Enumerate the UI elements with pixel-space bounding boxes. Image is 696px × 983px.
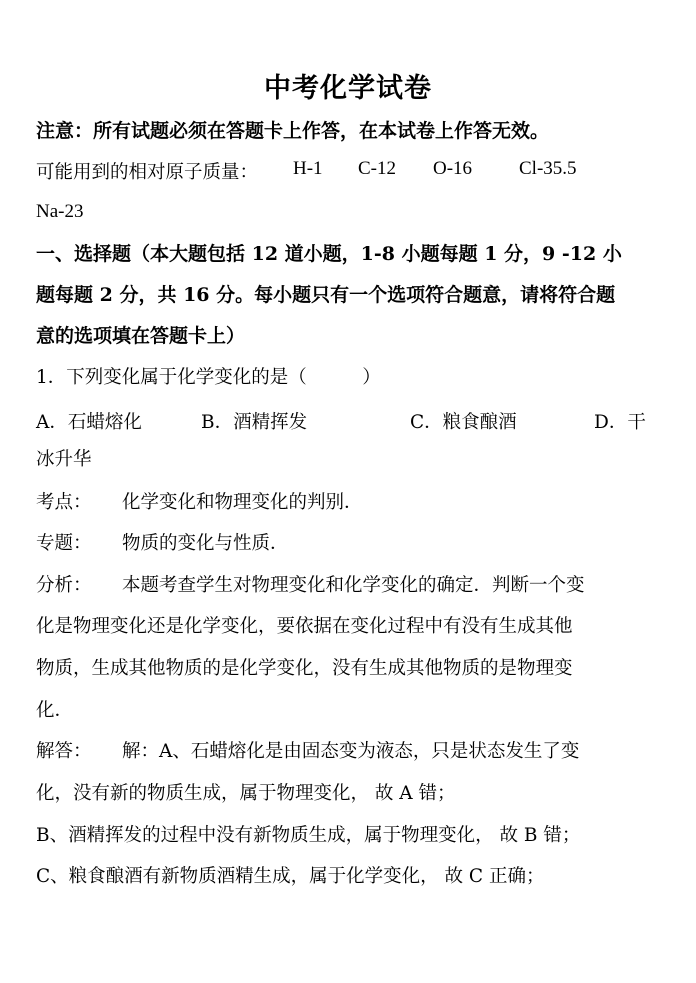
question-1-stem: 1．下列变化属于化学变化的是（ ） — [36, 367, 381, 388]
relative-masses-label: 可能用到的相对原子质量： — [36, 162, 259, 183]
kaodian-label: 考点： — [36, 492, 92, 513]
exam-title: 中考化学试卷 — [264, 73, 432, 104]
jieda-label: 解答： — [36, 741, 92, 762]
zhuanti-row — [36, 533, 289, 555]
jieda-text-3: B、酒精挥发的过程中没有新物质生成，属于物理变化， 故 B 错； — [36, 825, 581, 846]
fenxi-label: 分析： — [36, 575, 92, 596]
kaodian-text: 化学变化和物理变化的判别． — [122, 492, 363, 513]
kaodian-row — [36, 492, 363, 514]
option-c: C．粮食酿酒 — [410, 412, 517, 433]
mass-item-o: O-16 — [433, 158, 473, 179]
mass-item-h: H-1 — [293, 158, 323, 179]
mass-item-cl: Cl-35.5 — [519, 158, 577, 179]
jieda-text-1: 解：A、石蜡熔化是由固态变为液态，只是状态发生了变 — [122, 741, 580, 762]
section-heading-line-2: 题每题 2 分，共 16 分。每小题只有一个选项符合题意，请将符合题 — [36, 284, 616, 306]
relative-masses-line — [36, 158, 577, 184]
jieda-text-4: C、粮食酿酒有新物质酒精生成，属于化学变化， 故 C 正确； — [36, 866, 545, 887]
section-heading-line-1: 一、选择题（本大题包括 12 道小题，1-8 小题每题 1 分，9 -12 小 — [36, 243, 622, 265]
fenxi-text-3: 物质，生成其他物质的是化学变化，没有生成其他物质的是物理变 — [36, 658, 573, 679]
notice-text: 注意：所有试题必须在答题卡上作答，在本试卷上作答无效。 — [36, 120, 550, 142]
option-a: A．石蜡熔化 — [36, 412, 142, 433]
option-d-continuation: 冰升华 — [36, 449, 92, 470]
mass-item-na: Na-23 — [36, 201, 84, 222]
mass-item-c: C-12 — [358, 158, 396, 179]
fenxi-row-1 — [36, 575, 585, 597]
jieda-row-1 — [36, 741, 579, 763]
section-heading-line-3: 意的选项填在答题卡上） — [36, 325, 246, 347]
fenxi-text-2: 化是物理变化还是化学变化，要依据在变化过程中有没有生成其他 — [36, 616, 573, 637]
zhuanti-text: 物质的变化与性质． — [122, 533, 289, 554]
option-d: D．干 — [594, 412, 646, 433]
zhuanti-label: 专题： — [36, 533, 92, 554]
fenxi-text-1: 本题考查学生对物理变化和化学变化的确定．判断一个变 — [122, 575, 585, 596]
jieda-text-2: 化，没有新的物质生成，属于物理变化， 故 A 错； — [36, 783, 456, 804]
option-b: B．酒精挥发 — [201, 412, 308, 433]
fenxi-text-4: 化． — [36, 700, 74, 721]
